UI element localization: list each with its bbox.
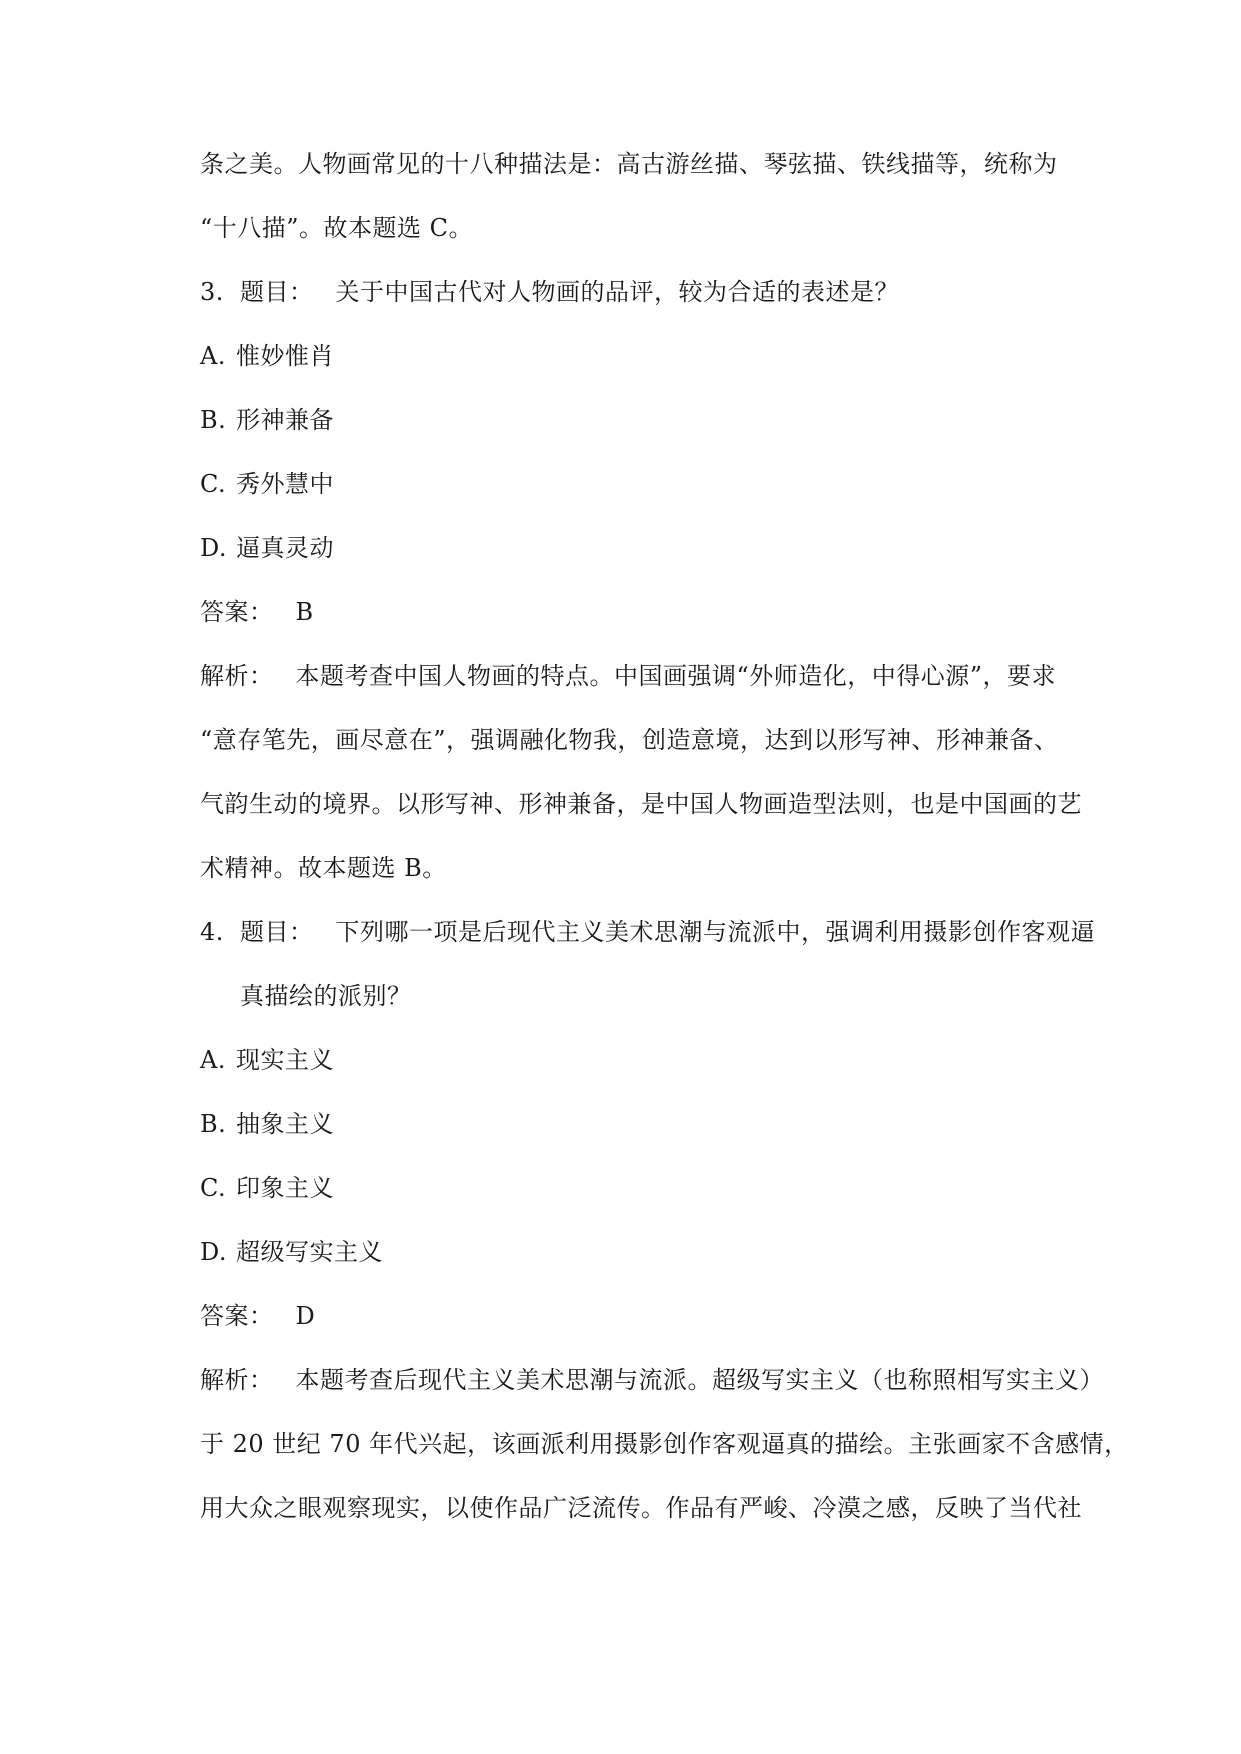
q3-analysis-text-1: 本题考查中国人物画的特点。中国画强调“外师造化，中得心源”，要求 — [295, 662, 1057, 690]
q4-analysis-text-1: 本题考查后现代主义美术思潮与流派。超级写实主义（也称照相写实主义） — [295, 1366, 1104, 1394]
q3-option-d — [200, 532, 334, 564]
q3-analysis-line-1 — [200, 660, 1056, 692]
q4-option-b-text: 抽象主义 — [236, 1110, 334, 1138]
q4-option-c-text: 印象主义 — [236, 1174, 334, 1202]
q4-option-b — [200, 1108, 334, 1140]
q4-question — [200, 916, 1095, 948]
q4-answer-value: D — [295, 1302, 316, 1330]
q4-analysis-line-3: 用大众之眼观察现实，以使作品广泛流传。作品有严峻、冷漠之感，反映了当代社 — [200, 1494, 1082, 1522]
q3-question-label: 题目： — [240, 278, 314, 306]
q3-analysis-line-2: “意存笔先，画尽意在”，强调融化物我，创造意境，达到以形写神、形神兼备、 — [200, 726, 1059, 754]
q4-option-a-letter: A. — [200, 1046, 226, 1074]
q4-option-d-text: 超级写实主义 — [236, 1238, 383, 1266]
q4-option-d — [200, 1236, 383, 1268]
q3-analysis-line-4: 术精神。故本题选 B。 — [200, 854, 447, 882]
continuation-line-2: “十八描”。故本题选 C。 — [200, 214, 474, 242]
q3-answer — [200, 596, 314, 628]
q3-answer-label: 答案： — [200, 598, 274, 626]
q4-option-c-letter: C. — [200, 1174, 227, 1202]
q3-option-d-text: 逼真灵动 — [236, 534, 334, 562]
q4-question-line-2: 真描绘的派别？ — [240, 982, 412, 1010]
q4-answer — [200, 1300, 315, 1332]
q4-question-label: 题目： — [240, 918, 314, 946]
q4-option-c — [200, 1172, 334, 1204]
q3-option-c-letter: C. — [200, 470, 227, 498]
q3-question-text: 关于中国古代对人物画的品评，较为合适的表述是？ — [335, 278, 899, 306]
q3-option-a-letter: A. — [200, 342, 226, 370]
q3-analysis-line-3: 气韵生动的境界。以形写神、形神兼备，是中国人物画造型法则，也是中国画的艺 — [200, 790, 1082, 818]
q4-analysis-label: 解析： — [200, 1366, 274, 1394]
q4-analysis-line-2: 于 20 世纪 70 年代兴起，该画派利用摄影创作客观逼真的描绘。主张画家不含感情， — [200, 1430, 1129, 1458]
q4-option-a-text: 现实主义 — [236, 1046, 334, 1074]
q3-question — [200, 276, 899, 308]
q3-option-c-text: 秀外慧中 — [236, 470, 334, 498]
q3-option-c — [200, 468, 334, 500]
q3-answer-value: B — [295, 598, 314, 626]
q3-option-d-letter: D. — [200, 534, 228, 562]
q3-option-a — [200, 340, 334, 372]
q3-number: 3. — [200, 278, 224, 306]
q3-option-a-text: 惟妙惟肖 — [236, 342, 334, 370]
q4-option-a — [200, 1044, 334, 1076]
q3-analysis-label: 解析： — [200, 662, 274, 690]
q4-analysis-line-1 — [200, 1364, 1104, 1396]
continuation-line-1: 条之美。人物画常见的十八种描法是：高古游丝描、琴弦描、铁线描等，统称为 — [200, 150, 1058, 178]
q4-option-d-letter: D. — [200, 1238, 228, 1266]
q4-number: 4. — [200, 918, 224, 946]
q4-option-b-letter: B. — [200, 1110, 227, 1138]
q3-option-b-letter: B. — [200, 406, 227, 434]
q4-answer-label: 答案： — [200, 1302, 274, 1330]
q3-option-b-text: 形神兼备 — [236, 406, 334, 434]
q4-question-text-1: 下列哪一项是后现代主义美术思潮与流派中，强调利用摄影创作客观逼 — [335, 918, 1095, 946]
q3-option-b — [200, 404, 334, 436]
